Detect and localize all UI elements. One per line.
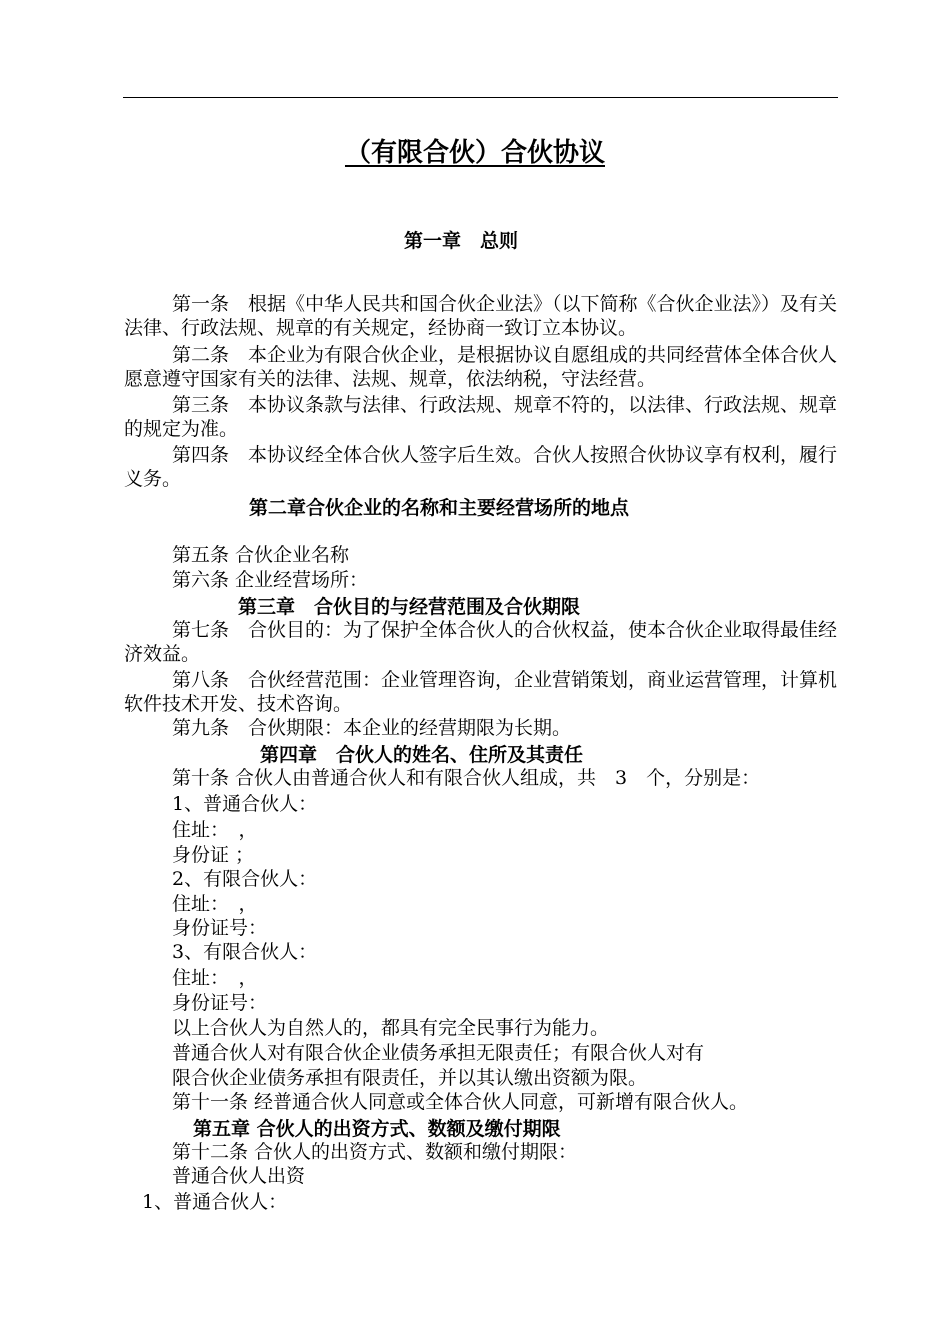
partner-3-id: 身份证号： [172,992,268,1014]
article-10: 第十条 合伙人由普通合伙人和有限合伙人组成，共 3 个，分别是： [172,767,761,789]
partner-1-label: 1、普通合伙人： [172,793,318,815]
partner-2-address: 住址： ， [172,893,258,915]
article-12: 第十二条 合伙人的出资方式、数额和缴付期限： [172,1141,578,1163]
article-1: 第一条 根据《中华人民共和国合伙企业法》（以下简称《合伙企业法》）及有关法律、行政法规、规章的有关规定，经协商一致订立本协议。 [124,293,838,339]
article-3: 第三条 本协议条款与法律、行政法规、规章不符的，以法律、行政法规、规章的规定为准。 [124,394,838,440]
article-7: 第七条 合伙目的：为了保护全体合伙人的合伙权益，使本合伙企业取得最佳经济效益。 [124,619,838,665]
partner-3-label: 3、有限合伙人： [172,941,318,963]
article-9: 第九条 合伙期限：本企业的经营期限为长期。 [172,717,572,739]
chapter-4-heading: 第四章 合伙人的姓名、住所及其责任 [260,744,584,766]
gp-contribution-label: 普通合伙人出资 [172,1165,306,1187]
chapter-3-heading: 第三章 合伙目的与经营范围及合伙期限 [238,596,581,618]
partner-3-address: 住址： ， [172,967,258,989]
partner-2-label: 2、有限合伙人： [172,868,318,890]
chapter-2-heading: 第二章合伙企业的名称和主要经营场所的地点 [249,497,630,519]
partner-1-address: 住址： ， [172,819,258,841]
article-5: 第五条 合伙企业名称 [172,544,350,566]
gp-contribution-item-1: 1、普通合伙人： [142,1191,288,1213]
article-8: 第八条 合伙经营范围：企业管理咨询，企业营销策划，商业运营管理，计算机软件技术开发、技术咨询。 [124,669,838,715]
header-rule [123,97,838,98]
article-6: 第六条 企业经营场所： [172,569,369,591]
chapter-5-heading: 第五章 合伙人的出资方式、数额及缴付期限 [193,1118,561,1140]
article-11: 第十一条 经普通合伙人同意或全体合伙人同意，可新增有限合伙人。 [172,1091,749,1113]
liability-line-1: 普通合伙人对有限合伙企业债务承担无限责任；有限合伙人对有 [172,1042,705,1064]
liability-line-2: 限合伙企业债务承担有限责任，并以其认缴出资额为限。 [172,1067,648,1089]
natural-persons-note: 以上合伙人为自然人的，都具有完全民事行为能力。 [172,1017,610,1039]
partner-1-id: 身份证 ； [172,844,255,866]
article-4: 第四条 本协议经全体合伙人签字后生效。合伙人按照合伙协议享有权利，履行义务。 [124,444,838,490]
article-2: 第二条 本企业为有限合伙企业，是根据协议自愿组成的共同经营体全体合伙人愿意遵守国家有关的法律、法规、规章，依法纳税，守法经营。 [124,344,838,390]
chapter-1-heading: 第一章 总则 [404,230,519,252]
document-title: （有限合伙）合伙协议 [344,138,605,168]
partner-2-id: 身份证号： [172,917,268,939]
